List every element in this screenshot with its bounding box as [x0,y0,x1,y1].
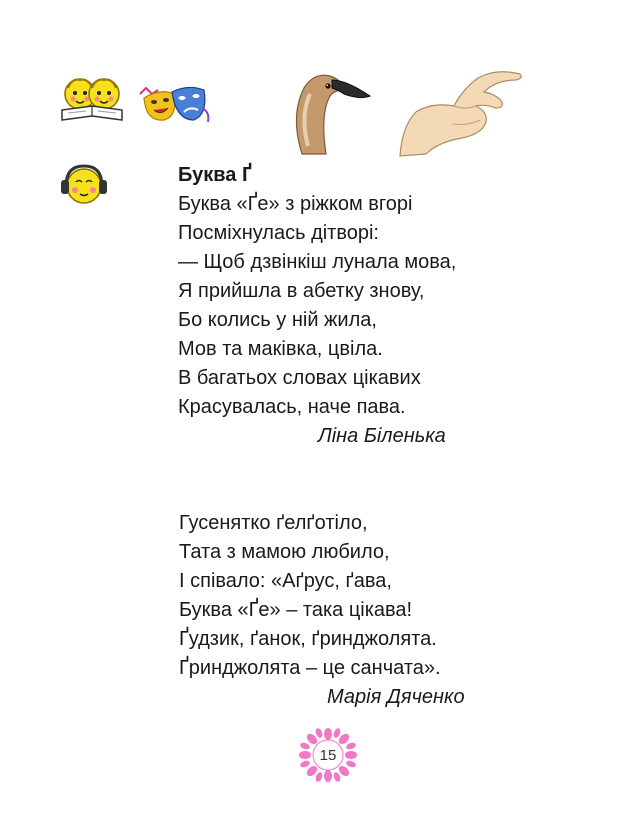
poem-author: Ліна Біленька [318,425,446,447]
poem-line: Мов та маківка, цвіла. [178,338,383,360]
poem-line: Тата з мамою любило, [179,541,390,563]
poem-line: — Щоб дзвінкіш лунала мова, [178,251,457,273]
goose-head-icon [282,66,372,156]
poem-line: Посміхнулась дітворі: [178,222,379,244]
hand-sign-icon [392,66,532,162]
poem-line: Ґудзик, ґанок, ґринджолята. [179,628,437,650]
poem-one [178,161,456,451]
children-reading-book-icon [58,74,128,124]
poem-title: Буква Ґ [178,164,252,186]
poem-two [179,509,465,712]
poem-line: І співало: «Аґрус, ґава, [179,570,392,592]
poem-line: Буква «Ґе» з ріжком вгорі [178,193,413,215]
poem-line: Буква «Ґе» – така цікава! [179,599,413,621]
poem-line: Гусенятко ґелґотіло, [179,512,368,534]
poem-author: Марія Дяченко [327,686,465,708]
poem-line: Красувалась, наче пава. [178,396,406,418]
poem-line: Бо колись у ній жила, [178,309,377,331]
headphones-face-icon [56,160,112,210]
poem-line: Я прийшла в абетку знову, [178,280,425,302]
poem-line: Ґринджолята – це санчата». [179,657,441,679]
poem-line: В багатьох словах цікавих [178,367,421,389]
page-number-badge [299,728,357,782]
page-number: 15 [319,746,337,764]
theatre-masks-icon [136,78,212,128]
